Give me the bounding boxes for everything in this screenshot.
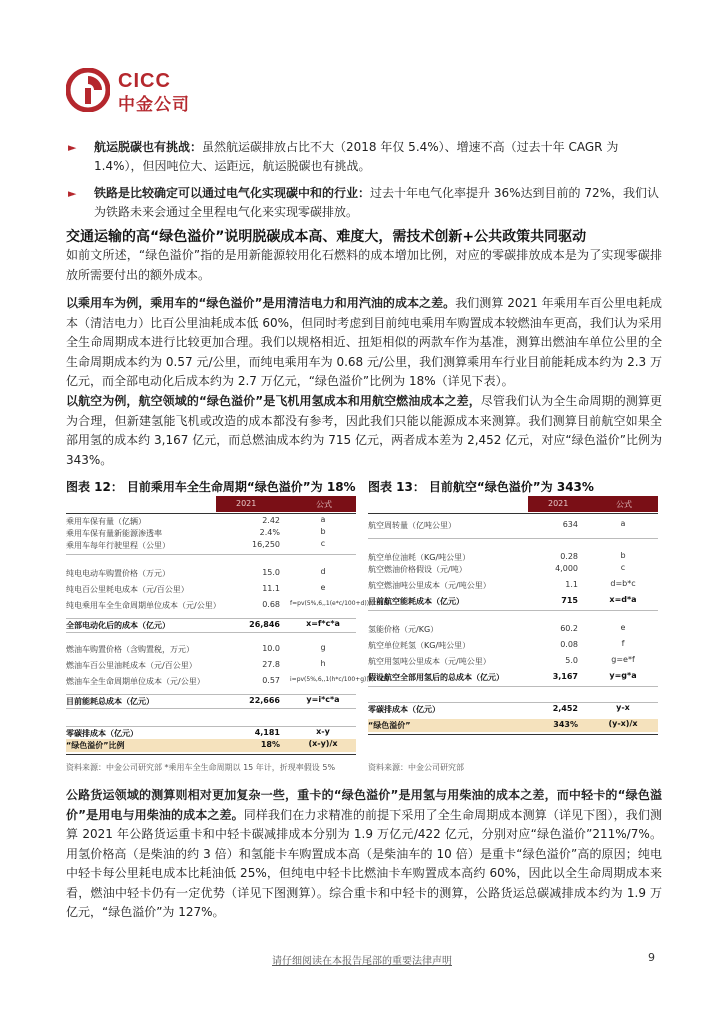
table-row	[368, 720, 658, 732]
cicc-logo	[66, 68, 226, 114]
row-value: 10.0	[262, 644, 280, 653]
row-formula: e	[620, 623, 626, 632]
row-formula: b	[320, 527, 326, 536]
row-formula: a	[320, 515, 326, 524]
table-row	[66, 620, 356, 632]
paragraph-road-freight	[66, 786, 662, 923]
figure-caption: 目前航空“绿色溢价”为 343%	[428, 480, 594, 494]
row-value: 11.1	[262, 584, 280, 593]
row-label: 乘用车保有量（亿辆）	[66, 517, 146, 526]
row-value: 343%	[553, 720, 578, 729]
table-row	[368, 580, 658, 592]
header-year: 2021	[236, 499, 257, 508]
row-label: “绿色溢价”	[368, 721, 411, 730]
row-formula: h	[320, 659, 326, 668]
row-value: 1.1	[565, 580, 578, 589]
row-value: 4,000	[555, 564, 578, 573]
row-label: 氢能价格（元/KG）	[368, 625, 439, 634]
bullet-text: 虽然航运碳排放占比不大（2018 年仅 5.4%）、增速不高（过去十年 CAGR 为 1.4%），但因吨位大、运距远，航运脱碳也有挑战。	[94, 140, 619, 173]
row-formula: b	[620, 551, 626, 560]
paragraph-body: 同样我们在力求精准的前提下采用了全生命周期成本测算（详见下图），我们测算 2021 年公路货运重卡和中轻卡碳减排成本分别为 1.9 万亿元/422 亿元，分别对应“绿色溢价”211%/7%。用氢价格高（是柴油的约 3 倍）和氢能卡车购置成本高（是柴油车的 10 倍）是重卡“绿色溢价”高的原因；纯电中轻卡每公里耗电成本比耗油低 25%，但纯电中轻卡比燃油卡车购置成本高约 60%，因此以全生命周期成本来看，燃油中轻卡仍有一定优势（详见下图测算）。综合重卡和中轻卡的测算，公路货运总碳减排成本约为 1.9 万亿元，“绿色溢价”为 127%。	[66, 807, 662, 919]
row-label: 航空燃油价格假设（元/吨）	[368, 565, 467, 574]
table-divider	[66, 754, 356, 755]
row-value: 22,666	[249, 696, 280, 705]
table-divider	[368, 686, 658, 687]
bullet-railway	[66, 184, 662, 222]
header-year: 2021	[548, 499, 569, 508]
row-formula: y=g*a	[609, 671, 637, 680]
row-value: 2.42	[262, 516, 280, 525]
row-label: 纯电乘用车全生命周期单位成本（元/公里）	[66, 601, 221, 610]
table-header	[216, 496, 356, 512]
row-formula: f=pv(5%,6,,1(e*c/100+d))/(c*15)	[290, 600, 390, 607]
row-formula: y=i*c*a	[306, 695, 340, 704]
row-label: 假设航空全部用氢后的总成本（亿元）	[368, 673, 504, 682]
table-header	[528, 496, 658, 512]
row-formula: x=f*c*a	[306, 619, 340, 628]
table-divider	[368, 513, 658, 514]
row-label: 乘用车保有量新能源渗透率	[66, 529, 162, 538]
row-value: 60.2	[560, 624, 578, 633]
table-row	[368, 704, 658, 716]
row-label: 零碳排成本（亿元）	[66, 729, 138, 738]
table-divider	[66, 726, 356, 727]
table-divider	[368, 702, 658, 703]
figure-number: 图表 12：	[66, 480, 123, 494]
bullet-text: 过去十年电气化率提升 36%达到目前的 72%，我们认为铁路未来会通过全里程电气化来实现零碳排放。	[94, 186, 659, 219]
row-value: 26,846	[249, 620, 280, 629]
row-label: 航空单位耗氢（KG/吨公里）	[368, 641, 471, 650]
row-formula: i=pv(5%,6,,1(h*c/100+g))/(c*15)	[290, 676, 390, 683]
row-value: 0.57	[262, 676, 280, 685]
bullet-arrow-icon: ►	[68, 187, 77, 200]
paragraph-body: 我们测算 2021 年乘用车百公里电耗成本（清洁电力）比百公里油耗成本低 60%，但同时考虑到目前纯电乘用车购置成本较燃油车更高，我们认为采用全生命周期成本进行比较更加合理。我们以规格相近、扭矩相似的两款车作为基准，测算出燃油车单位公里的全生命周期成本约为 0.57 元/公里，而纯电乘用车为 0.68 元/公里，我们测算乘用车行业目前能耗成本约为 2.3 万亿元，而全部电动化后成本约为 2.7 万亿元，“绿色溢价”比例为 18%（详见下表）。	[66, 296, 662, 388]
row-label: 零碳排成本（亿元）	[368, 705, 440, 714]
table-passenger-car	[66, 496, 390, 758]
page-number: 9	[648, 951, 655, 964]
paragraph-body: 尽管我们认为全生命周期的测算更为合理，但新建氢能飞机或改造的成本都没有参考，因此我们只能以能源成本来测算。我们测算目前航空如果全部用氢的成本约 3,167 亿元，而总燃油成本约为 715 亿元，两者成本差为 2,452 亿元，对应“绿色溢价”比例为 343%。	[66, 394, 662, 467]
row-label: 目前能耗总成本（亿元）	[66, 697, 154, 706]
bullet-shipping	[66, 138, 662, 176]
row-label: 航空用氢吨公里成本（元/吨公里）	[368, 657, 491, 666]
table-row	[66, 568, 356, 580]
row-formula: g=e*f	[611, 655, 635, 664]
figure-caption: 目前乘用车全生命周期“绿色溢价”为 18%	[126, 480, 356, 494]
row-value: 0.68	[262, 600, 280, 609]
row-value: 2.4%	[259, 528, 280, 537]
row-formula: x-y	[316, 727, 330, 736]
table-divider	[66, 632, 356, 633]
cicc-logo-mark-icon	[66, 68, 110, 112]
table-row	[66, 660, 356, 672]
table-row	[66, 696, 356, 708]
row-value: 5.0	[565, 656, 578, 665]
figure-12-source: 资料来源：中金公司研究部 *乘用车全生命周期以 15 年计，折现率假设 5%	[66, 763, 336, 772]
table-divider	[66, 694, 356, 695]
table-row	[368, 640, 658, 652]
row-formula: e	[320, 583, 326, 592]
paragraph-lead: 公路货运领域的测算则相对更加复杂一些，重卡的“绿色溢价”是用氢与用柴油的成本之差，而中轻卡的“绿色溢价”是用电与用柴油的成本之差。	[66, 788, 662, 822]
row-value: 15.0	[262, 568, 280, 577]
row-label: 乘用车每年行驶里程（公里）	[66, 541, 170, 550]
row-value: 4,181	[254, 728, 280, 737]
table-row	[66, 584, 356, 596]
row-label: 航空单位油耗（KG/吨公里）	[368, 553, 471, 562]
row-value: 18%	[260, 740, 280, 749]
table-divider	[66, 513, 356, 514]
row-formula: x=d*a	[609, 595, 637, 604]
table-row	[368, 552, 658, 564]
row-label: 航空燃油吨公里成本（元/吨公里）	[368, 581, 491, 590]
table-row	[66, 516, 356, 528]
row-label: 纯电百公里耗电成本（元/百公里）	[66, 585, 189, 594]
row-value: 27.8	[262, 660, 280, 669]
bullet-arrow-icon: ►	[68, 141, 77, 154]
row-label: 全部电动化后的成本（亿元）	[66, 621, 170, 630]
paragraph-lead: 以乘用车为例，乘用车的“绿色溢价”是用清洁电力和用汽油的成本之差。	[66, 296, 456, 310]
row-value: 2,452	[552, 704, 578, 713]
table-row	[66, 600, 390, 612]
row-label: 燃油车购置价格（含购置税，万元）	[66, 645, 194, 654]
row-formula: f	[621, 639, 625, 648]
table-row	[368, 656, 658, 668]
row-label: 航空周转量（亿吨公里）	[368, 521, 456, 530]
row-value: 0.08	[560, 640, 578, 649]
table-row	[368, 624, 658, 636]
bullet-label: 航运脱碳也有挑战：	[94, 140, 203, 154]
table-row	[66, 676, 390, 688]
section-title: 交通运输的高“绿色溢价”说明脱碳成本高、难度大，需技术创新+公共政策共同驱动	[66, 229, 587, 245]
paragraph-passenger-car	[66, 294, 662, 392]
table-divider	[66, 708, 356, 709]
table-divider	[368, 538, 658, 539]
table-divider	[66, 618, 356, 619]
legal-disclaimer-link[interactable]: 请仔细阅读在本报告尾部的重要法律声明	[272, 956, 452, 967]
bullet-label: 铁路是比较确定可以通过电气化实现碳中和的行业：	[94, 186, 371, 200]
figure-13-title	[368, 478, 598, 495]
row-formula: y-x	[616, 703, 630, 712]
row-label: 燃油车百公里油耗成本（元/百公里）	[66, 661, 197, 670]
table-divider	[368, 610, 658, 611]
row-value: 634	[562, 520, 578, 529]
table-row	[66, 528, 356, 540]
row-formula: d	[320, 567, 326, 576]
row-label: 燃油车全生命周期单位成本（元/公里）	[66, 677, 205, 686]
paragraph-aviation	[66, 392, 662, 470]
figure-number: 图表 13：	[368, 480, 425, 494]
table-row	[66, 540, 356, 552]
header-formula: 公式	[316, 500, 332, 509]
table-row	[368, 520, 658, 532]
paragraph-intro: 如前文所述，“绿色溢价”指的是用新能源较用化石燃料的成本增加比例，对应的零碳排放成本是为了实现零碳排放所需要付出的额外成本。	[66, 248, 662, 282]
table-divider	[368, 734, 658, 735]
row-label: 纯电电动车购置价格（万元）	[66, 569, 170, 578]
row-formula: (y-x)/x	[608, 719, 638, 728]
table-aviation	[368, 496, 658, 758]
row-formula: c	[620, 563, 626, 572]
row-label: “绿色溢价”比例	[66, 741, 125, 750]
row-formula: c	[320, 539, 326, 548]
table-row	[66, 740, 356, 752]
table-row	[368, 564, 658, 576]
row-label: 目前航空能耗成本（亿元）	[368, 597, 464, 606]
table-row	[66, 644, 356, 656]
row-formula: d=b*c	[610, 579, 636, 588]
table-row	[368, 672, 658, 684]
paragraph-lead: 以航空为例，航空领域的“绿色溢价”是飞机用氢成本和用航空燃油成本之差，	[66, 394, 481, 408]
bullet-list	[66, 138, 662, 230]
row-value: 715	[561, 596, 578, 605]
row-formula: a	[620, 519, 626, 528]
row-formula: (x-y)/x	[308, 739, 338, 748]
row-formula: g	[320, 643, 326, 652]
table-divider	[66, 554, 356, 555]
row-value: 3,167	[552, 672, 578, 681]
figure-12-title	[66, 478, 360, 495]
row-value: 16,250	[252, 540, 280, 549]
header-formula: 公式	[616, 500, 632, 509]
logo-text-en: CICC	[118, 70, 171, 92]
row-value: 0.28	[560, 552, 578, 561]
figure-13-source: 资料来源：中金公司研究部	[368, 763, 464, 772]
logo-text-cn: 中金公司	[118, 95, 190, 115]
table-row	[368, 596, 658, 608]
